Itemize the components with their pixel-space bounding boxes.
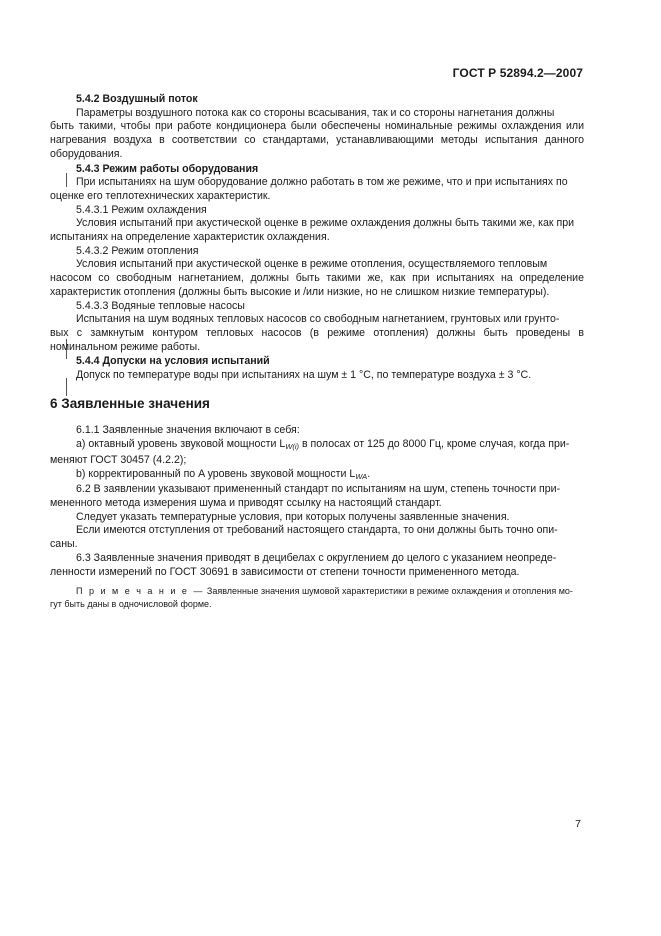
document-body bbox=[50, 92, 584, 610]
change-bar bbox=[66, 173, 67, 187]
section-5-4-3-3-text-line1: Испытания на шум водяных тепловых насосов со свободным нагнетанием, грунтовых или грунто- bbox=[76, 313, 560, 326]
section-5-4-3-2-title: 5.4.3.2 Режим отопления bbox=[76, 244, 199, 257]
item-6-3-line1: 6.3 Заявленные значения приводят в децибелах с округлением до целого с указанием неопреде- bbox=[76, 551, 557, 564]
section-5-4-3-2-text-line1: Условия испытаний при акустической оценке в режиме отопления, осуществляемого тепловым bbox=[76, 258, 548, 271]
section-5-4-2-text-line1: Параметры воздушного потока как со стороны всасывания, так и со стороны нагнетания должны bbox=[76, 106, 555, 119]
item-6-1-1-a-rest: меняют ГОСТ 30457 (4.2.2); bbox=[50, 453, 187, 466]
item-b-text: b) корректированный по A уровень звуковой мощности L bbox=[76, 467, 356, 480]
item-6-2-line1: 6.2 В заявлении указывают примененный стандарт по испытаниям на шум, степень точности при- bbox=[76, 483, 561, 496]
item-6-1-1-b bbox=[76, 468, 584, 484]
item-6-1-1-a bbox=[76, 438, 584, 454]
item-6-2-line5: саны. bbox=[50, 538, 78, 551]
section-5-4-4-title: 5.4.4 Допуски на условия испытаний bbox=[76, 355, 270, 368]
item-b-period: . bbox=[367, 467, 371, 480]
section-5-4-3-3-title: 5.4.3.3 Водяные тепловые насосы bbox=[76, 299, 245, 312]
document-header: ГОСТ Р 52894.2—2007 bbox=[452, 66, 583, 80]
note-text: Заявленные значения шумовой характеристики в режиме охлаждения и отопления мо- bbox=[204, 586, 573, 597]
section-5-4-3-1-text-rest: испытаниях на определение характеристик охлаждения. bbox=[50, 231, 330, 244]
section-5-4-3-3-text-rest: вых с замкнутым контуром тепловых насосов (в режиме отопления) должны быть проведены в номинальном режиме работы. bbox=[50, 326, 584, 353]
section-5-4-3-text-rest: оценке его теплотехнических характеристик. bbox=[50, 189, 271, 202]
item-b-subscript: WA bbox=[355, 471, 368, 481]
note-text-rest: гут быть даны в одночисловой форме. bbox=[50, 598, 212, 609]
item-6-2-line4: Если имеются отступления от требований настоящего стандарта, то они должны быть точно опи- bbox=[76, 524, 558, 537]
section-5-4-2-text-rest: быть такими, чтобы при работе кондиционера были обеспечены номинальные режимы охлаждения или нагревания воздуха в соответствии со стандартами, устанавливающими методы испытания данного оборудования. bbox=[50, 120, 584, 160]
item-a-subscript: W(i) bbox=[285, 442, 300, 452]
section-5-4-2-title: 5.4.2 Воздушный поток bbox=[76, 93, 198, 105]
section-5-4-3-2-text-rest: насосом со свободным нагнетанием, должны быть такими же, как при испытаниях на определение характеристик отопления (должны быть высокие и /или низкие, но не слишком низкие температуры). bbox=[50, 272, 584, 298]
item-6-3-line2: ленности измерений по ГОСТ 30691 в зависимости от степени точности примененного метода. bbox=[50, 565, 520, 578]
change-bar bbox=[66, 378, 67, 396]
item-a-text-cont: в полосах от 125 до 8000 Гц, кроме случая, когда при- bbox=[299, 438, 570, 451]
section-5-4-4-text: Допуск по температуре воды при испытаниях на шум ± 1 °C, по температуре воздуха ± 3 °C. bbox=[76, 369, 532, 382]
note-label: П р и м е ч а н и е — bbox=[76, 586, 205, 597]
section-6-title: 6 Заявленные значения bbox=[50, 395, 210, 411]
item-6-2-line2: мененного метода измерения шума и приводят ссылку на настоящий стандарт. bbox=[50, 496, 442, 509]
note bbox=[76, 585, 584, 598]
item-6-2-line3: Следует указать температурные условия, при которых получены заявленные значения. bbox=[76, 510, 510, 523]
item-6-1-1: 6.1.1 Заявленные значения включают в себя: bbox=[76, 424, 300, 437]
item-a-text: а) октавный уровень звуковой мощности L bbox=[76, 438, 286, 451]
section-5-4-3-title: 5.4.3 Режим работы оборудования bbox=[76, 162, 259, 175]
section-5-4-3-text-line1: При испытаниях на шум оборудование должно работать в том же режиме, что и при испытаниях по bbox=[76, 176, 568, 189]
section-5-4-3-1-text-line1: Условия испытаний при акустической оценке в режиме охлаждения должны быть такими же, как при bbox=[76, 217, 575, 230]
section-5-4-3-1-title: 5.4.3.1 Режим охлаждения bbox=[76, 203, 207, 216]
page-number: 7 bbox=[575, 818, 581, 830]
